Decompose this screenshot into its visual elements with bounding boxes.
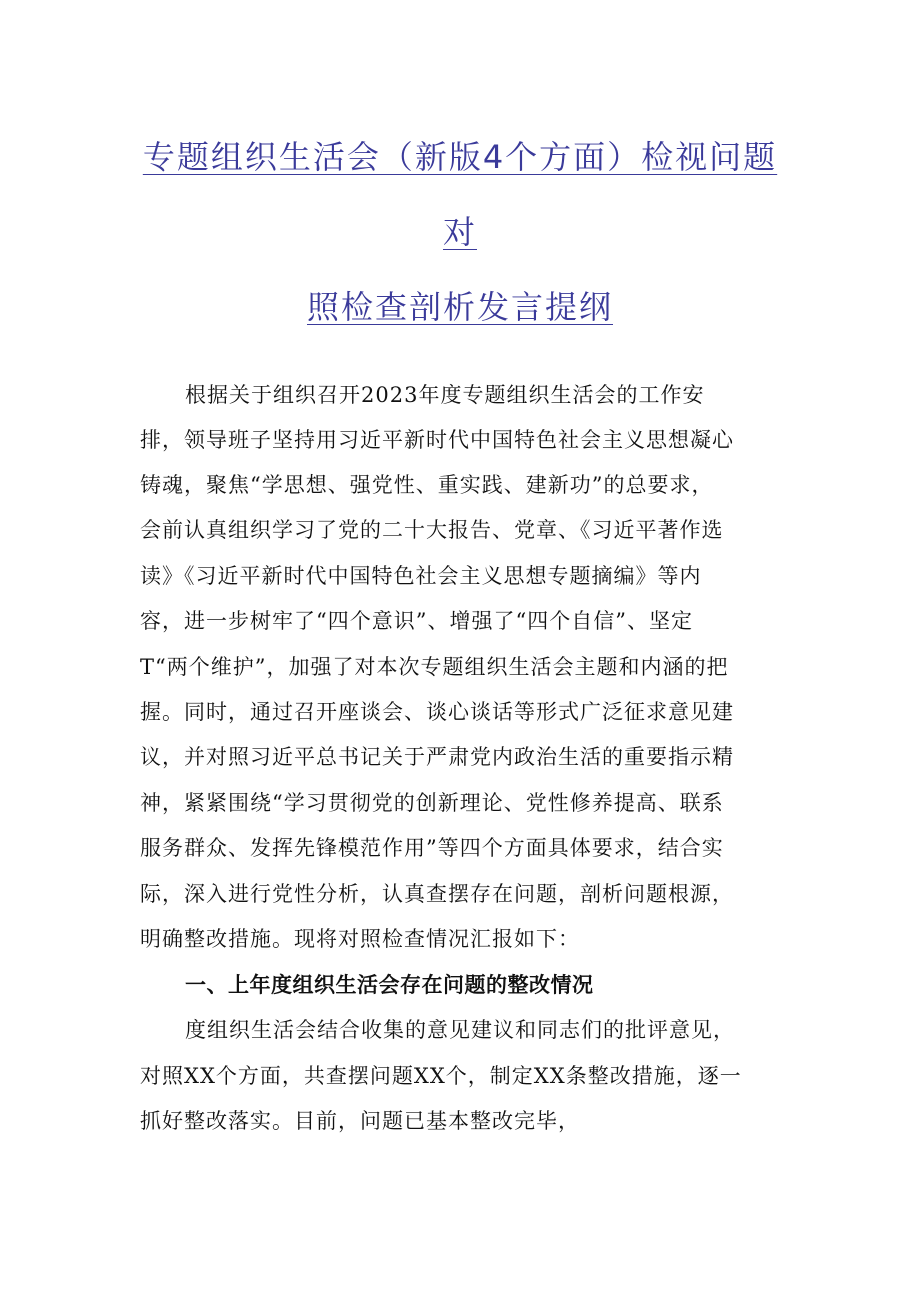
paragraph-line: 对照XX个方面，共查摆问题XX个，制定XX条整改措施，逐一: [140, 1064, 742, 1088]
paragraph-line: 排，领导班子坚持用习近平新时代中国特色社会主义思想凝心: [140, 428, 734, 452]
paragraph-line: 握。同时，通过召开座谈会、谈心谈话等形式广泛征求意见建: [140, 700, 734, 724]
paragraph-line: 明确整改措施。现将对照检查情况汇报如下：: [140, 927, 580, 951]
title-line-1: [0, 135, 920, 179]
title-text-2: 对: [442, 213, 477, 251]
title-line-2: [0, 210, 920, 254]
title-line-3: [0, 285, 920, 329]
paragraph-line: 根据关于组织召开2023年度专题组织生活会的工作安: [185, 383, 705, 407]
title-text-1: 专题组织生活会（新版4个方面）检视问题: [142, 138, 778, 176]
paragraph-line: 铸魂，聚焦“学思想、强党性、重实践、建新功”的总要求，: [140, 473, 714, 497]
paragraph-line: 抓好整改落实。目前，问题已基本整改完毕，: [140, 1109, 580, 1133]
section-heading: 一、上年度组织生活会存在问题的整改情况: [185, 973, 594, 997]
paragraph-line: 议，并对照习近平总书记关于严肃党内政治生活的重要指示精: [140, 745, 734, 769]
paragraph-line: 会前认真组织学习了党的二十大报告、党章、《习近平著作选: [140, 518, 724, 542]
paragraph-line: T“两个维护”，加强了对本次专题组织生活会主题和内涵的把: [140, 655, 729, 679]
paragraph-line: 际，深入进行党性分析，认真查摆存在问题，剖析问题根源，: [140, 882, 734, 906]
paragraph-line: 容，进一步树牢了“四个意识”、增强了“四个自信”、坚定: [140, 609, 693, 633]
paragraph-line: 服务群众、发挥先锋模范作用”等四个方面具体要求，结合实: [140, 836, 724, 860]
paragraph-line: 读》《习近平新时代中国特色社会主义思想专题摘编》等内: [140, 564, 702, 588]
paragraph-line: 度组织生活会结合收集的意见建议和同志们的批评意见，: [185, 1018, 735, 1042]
title-text-3: 照检查剖析发言提纲: [306, 288, 613, 326]
paragraph-line: 神，紧紧围绕“学习贯彻党的创新理论、党性修养提高、联系: [140, 791, 724, 815]
